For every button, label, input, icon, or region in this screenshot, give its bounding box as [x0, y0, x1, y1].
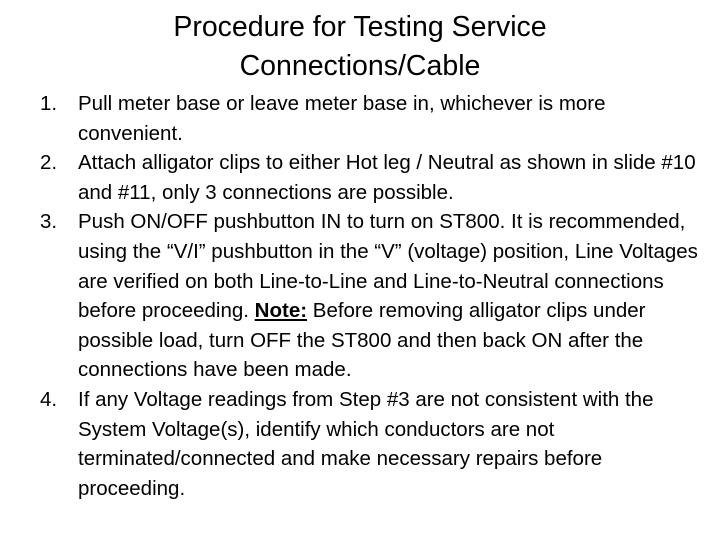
list-item-step-3	[0, 207, 700, 385]
step-number: 1.	[40, 92, 58, 115]
step-number: 4.	[40, 387, 58, 411]
step-text: Push ON/OFF pushbutton IN to turn on ST800. It is recommended, using the “V/I” pushbutton in the “V” (voltage) position, Line Voltages are verified on both Line-to-Line and Line-to-Neutral connections before proceeding.	[78, 210, 698, 323]
step-text: Attach alligator clips to either Hot leg / Neutral as shown in slide #10 and #11, only 3 connections are possible.	[78, 151, 696, 204]
step-number: 2.	[40, 151, 58, 175]
page-title	[0, 8, 720, 86]
title-line-1: Procedure for Testing Service	[173, 11, 547, 43]
procedure-steps-list	[0, 89, 700, 503]
step-text: If any Voltage readings from Step #3 are not consistent with the System Voltage(s), identify which conductors are not terminated/connected and make necessary repairs before proceeding.	[78, 387, 654, 500]
note-label: Note:	[254, 299, 308, 323]
list-item-step-1	[0, 89, 700, 148]
note-text: Before removing alligator clips under possible load, turn OFF the ST800 and then back ON after the connections have been made.	[78, 299, 646, 382]
step-number: 3.	[40, 210, 58, 234]
step-text: Pull meter base or leave meter base in, whichever is more convenient.	[78, 92, 606, 145]
list-item-step-4	[0, 385, 700, 503]
title-line-2: Connections/Cable	[239, 50, 481, 82]
list-item-step-2	[0, 148, 700, 207]
